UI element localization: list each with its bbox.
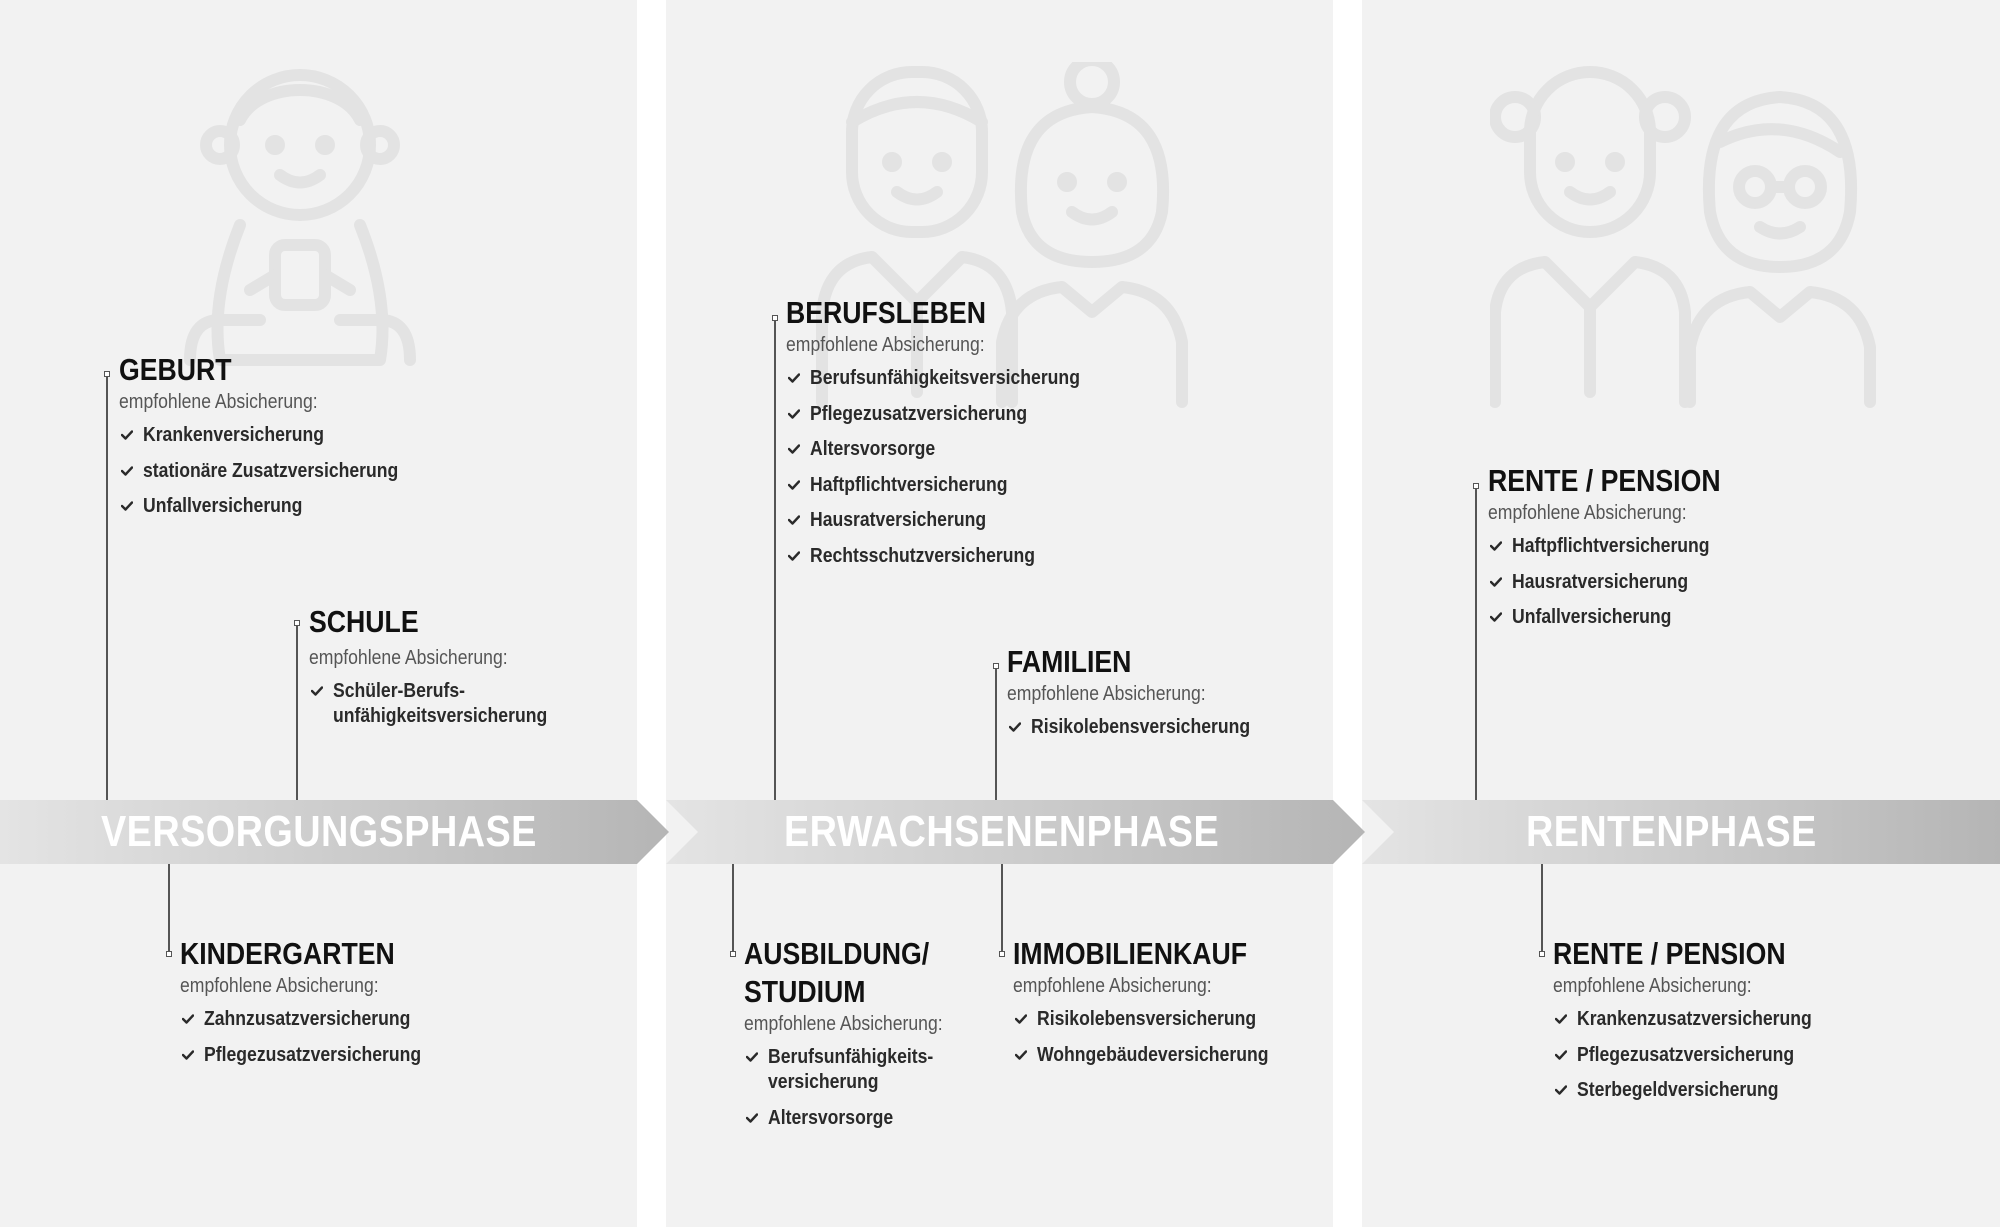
connector-line-ausbildung <box>732 864 734 954</box>
connector-line-rente-oben <box>1475 486 1477 800</box>
list-item <box>786 473 1117 498</box>
list-item <box>309 679 576 729</box>
checkmark-icon <box>1015 1050 1027 1060</box>
item-list <box>786 366 1117 569</box>
section-rente-oben <box>1488 462 1758 641</box>
item-list <box>1013 1007 1300 1068</box>
connector-line-rente-unten <box>1541 864 1543 954</box>
checkmark-icon <box>788 551 800 561</box>
square-marker-icon <box>993 663 999 669</box>
section-subtitle: empfohlene Absicherung: <box>119 391 318 413</box>
list-item <box>786 366 1117 391</box>
section-subtitle: empfohlene Absicherung: <box>180 975 379 997</box>
list-item <box>1553 1078 1844 1103</box>
list-item <box>744 1106 970 1131</box>
connector-line-kindergarten <box>168 864 170 954</box>
connector-line-familien <box>995 666 997 800</box>
section-subtitle: empfohlene Absicherung: <box>1007 683 1206 705</box>
list-item <box>180 1043 451 1068</box>
list-item-label: Berufsunfähigkeitsversicherung <box>810 367 1080 389</box>
list-item-label: Rechtsschutzversicherung <box>810 544 1035 567</box>
list-item <box>744 1045 970 1095</box>
checkmark-icon <box>788 444 800 454</box>
section-subtitle: empfohlene Absicherung: <box>786 334 985 356</box>
list-item-label: stationäre Zusatzversicherung <box>143 459 399 482</box>
checkmark-icon <box>1555 1050 1567 1060</box>
list-item-label: Haftpflichtversicherung <box>810 473 1008 496</box>
checkmark-icon <box>1015 1014 1027 1024</box>
phase-label-rentenphase: RENTENPHASE <box>1526 807 1817 856</box>
item-list <box>1553 1007 1844 1103</box>
checkmark-icon <box>1490 612 1502 622</box>
section-berufsleben <box>786 294 1117 579</box>
section-title: KINDERGARTEN <box>180 936 395 971</box>
list-item <box>1488 570 1758 595</box>
section-title: BERUFSLEBEN <box>786 295 986 330</box>
list-item-label: Hausratversicherung <box>810 509 987 531</box>
list-item <box>786 544 1117 569</box>
checkmark-icon <box>788 409 800 419</box>
list-item-label: Sterbegeldversicherung <box>1577 1079 1779 1101</box>
list-item-label: Hausratversicherung <box>1512 570 1689 593</box>
square-marker-icon <box>730 951 736 957</box>
list-item-label: Pflegezusatzversicherung <box>1577 1043 1795 1066</box>
list-item-label: Altersvorsorge <box>768 1106 894 1129</box>
section-kindergarten <box>180 935 451 1078</box>
square-marker-icon <box>1539 951 1545 957</box>
checkmark-icon <box>1555 1085 1567 1095</box>
connector-line-berufsleben <box>774 318 776 800</box>
checkmark-icon <box>182 1050 194 1060</box>
checkmark-icon <box>121 501 133 511</box>
list-item <box>1007 715 1280 740</box>
list-item-label: Risikolebensversicherung <box>1031 716 1251 738</box>
square-marker-icon <box>772 315 778 321</box>
square-marker-icon <box>104 371 110 377</box>
list-item <box>1488 605 1758 630</box>
list-item <box>119 459 433 484</box>
list-item-label: Wohngebäudeversicherung <box>1037 1043 1269 1066</box>
list-item-label: Krankenzusatzversicherung <box>1577 1008 1812 1030</box>
section-rente-unten <box>1553 935 1844 1114</box>
section-subtitle: empfohlene Absicherung: <box>1488 502 1687 524</box>
section-title: SCHULE <box>309 604 419 639</box>
list-item-label: Haftpflichtversicherung <box>1512 535 1710 557</box>
list-item <box>119 494 433 519</box>
checkmark-icon <box>1490 577 1502 587</box>
section-subtitle: empfohlene Absicherung: <box>1013 975 1212 997</box>
square-marker-icon <box>1473 483 1479 489</box>
list-item-label: Unfallversicherung <box>1512 606 1672 628</box>
square-marker-icon <box>999 951 1005 957</box>
checkmark-icon <box>788 515 800 525</box>
section-immobilienkauf <box>1013 935 1300 1078</box>
section-title: FAMILIEN <box>1007 644 1132 679</box>
list-item-label: Berufsunfähigkeits- versicherung <box>768 1046 934 1093</box>
section-subtitle: empfohlene Absicherung: <box>309 647 508 669</box>
baby-illustration-icon <box>180 60 420 390</box>
section-schule <box>309 603 576 740</box>
section-subtitle: empfohlene Absicherung: <box>744 1013 943 1035</box>
connector-line-schule <box>296 623 298 800</box>
section-ausbildung <box>744 935 970 1141</box>
item-list <box>180 1007 451 1068</box>
checkmark-icon <box>788 373 800 383</box>
list-item <box>786 508 1117 533</box>
checkmark-icon <box>1490 541 1502 551</box>
checkmark-icon <box>1009 722 1021 732</box>
section-title: IMMOBILIENKAUF <box>1013 936 1248 971</box>
item-list <box>119 423 433 519</box>
section-title: RENTE / PENSION <box>1553 936 1786 971</box>
section-geburt <box>119 351 433 530</box>
list-item <box>1553 1043 1844 1068</box>
checkmark-icon <box>1555 1014 1567 1024</box>
list-item <box>119 423 433 448</box>
list-item <box>1553 1007 1844 1032</box>
section-subtitle: empfohlene Absicherung: <box>1553 975 1752 997</box>
checkmark-icon <box>182 1014 194 1024</box>
checkmark-icon <box>788 480 800 490</box>
checkmark-icon <box>746 1052 758 1062</box>
list-item-label: Zahnzusatzversicherung <box>204 1008 411 1030</box>
list-item-label: Schüler-Berufs- unfähigkeitsversicherung <box>333 680 548 727</box>
list-item-label: Pflegezusatzversicherung <box>204 1043 422 1066</box>
square-marker-icon <box>166 951 172 957</box>
section-title: RENTE / PENSION <box>1488 463 1721 498</box>
section-title-line-2: STUDIUM <box>744 974 866 1009</box>
item-list <box>1488 534 1758 630</box>
section-familien <box>1007 643 1280 751</box>
square-marker-icon <box>294 620 300 626</box>
phase-label-versorgungsphase: VERSORGUNGSPHASE <box>101 807 537 856</box>
list-item-label: Unfallversicherung <box>143 495 303 517</box>
item-list <box>309 679 576 729</box>
list-item <box>786 437 1117 462</box>
list-item <box>180 1007 451 1032</box>
list-item <box>786 402 1117 427</box>
list-item-label: Altersvorsorge <box>810 438 936 460</box>
item-list <box>744 1045 970 1131</box>
list-item-label: Pflegezusatzversicherung <box>810 402 1028 425</box>
checkmark-icon <box>121 430 133 440</box>
connector-line-geburt <box>106 374 108 800</box>
list-item <box>1488 534 1758 559</box>
list-item <box>1013 1043 1300 1068</box>
phase-label-erwachsenenphase: ERWACHSENENPHASE <box>784 807 1220 856</box>
list-item-label: Krankenversicherung <box>143 424 324 446</box>
item-list <box>1007 715 1280 740</box>
checkmark-icon <box>311 686 323 696</box>
section-title: GEBURT <box>119 352 232 387</box>
section-title-line-1: AUSBILDUNG/ <box>744 936 930 971</box>
checkmark-icon <box>746 1113 758 1123</box>
senior-couple-illustration-icon <box>1490 62 1880 412</box>
list-item-label: Risikolebensversicherung <box>1037 1008 1257 1030</box>
connector-line-immobilienkauf <box>1001 864 1003 954</box>
checkmark-icon <box>121 466 133 476</box>
list-item <box>1013 1007 1300 1032</box>
